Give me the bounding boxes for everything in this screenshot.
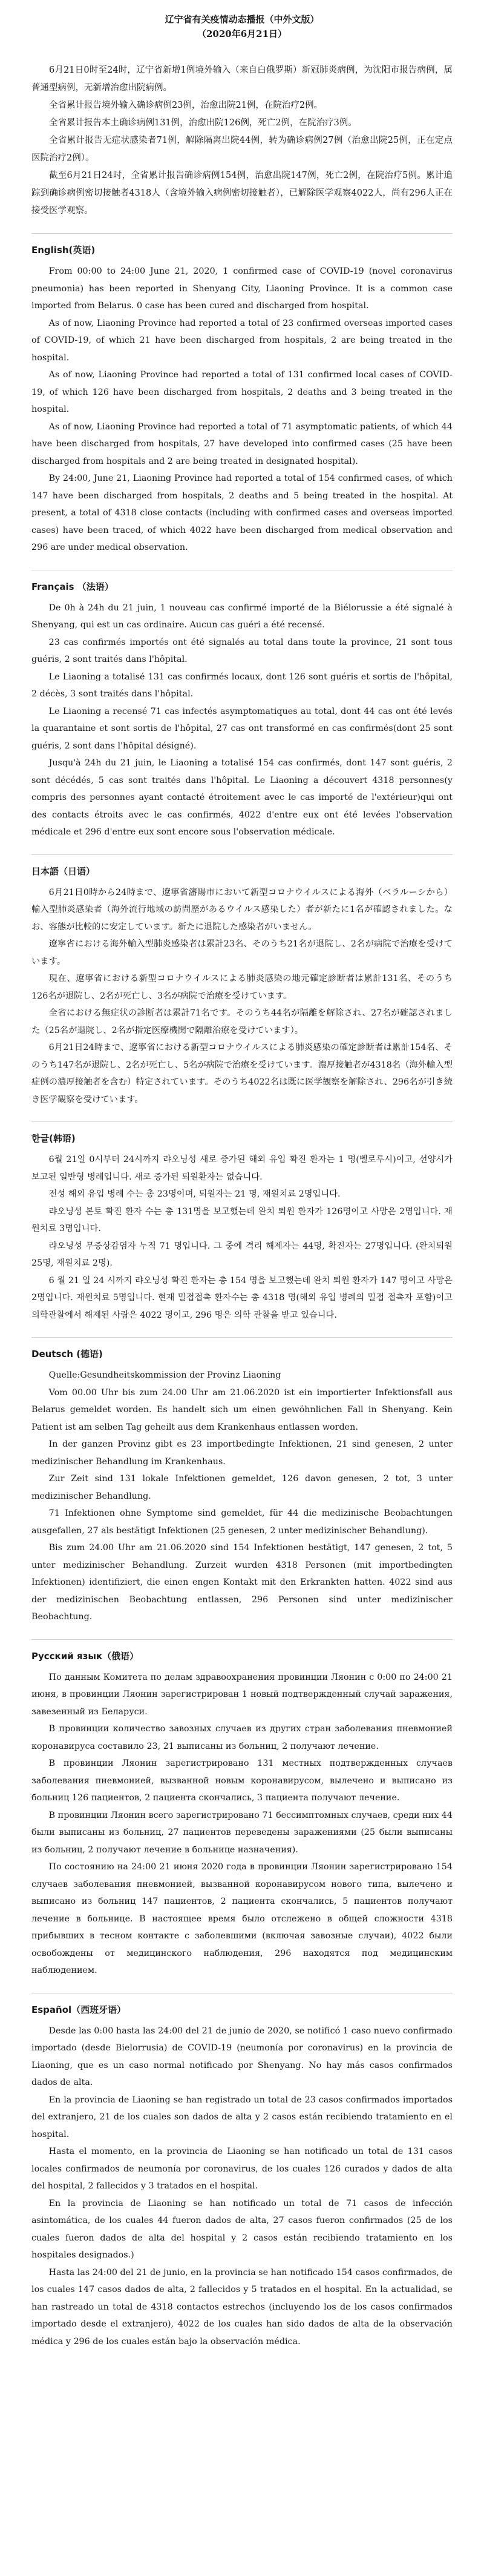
section-paragraph: En la provincia de Liaoning se han notificado un total de 71 casos de infección asintomática, de los cuales 44 fueron dados de alta, 27 casos fueron confirmados (25 de los cuales fueron dados de alta del hospital y 2 casos están recibiendo tratamiento en los hospitales designados.) bbox=[31, 2198, 453, 2260]
section-divider bbox=[31, 1337, 453, 1338]
section-paragraph: Bis zum 24.00 Uhr am 21.06.2020 sind 154 Infektionen bestätigt, 147 genesen, 2 tot, 5 unter medizinischer Behandlung. Zurzeit wurden 4318 Personen (mit importbedingten Infektionen) identifiziert, die einen engen Kontakt mit den Erkrankten hatten. 4022 sind aus der medizinischen Beobachtung entlassen, 296 Personen sind unter medizinischer Beobachtung. bbox=[31, 1543, 453, 1622]
section-paragraph: De 0h à 24h du 21 juin, 1 nouveau cas confirmé importé de la Biélorussie a été signalé à Shenyang, qui est un cas ordinaire. Aucun cas guéri a été recensé. bbox=[31, 603, 453, 630]
section-korean bbox=[31, 1131, 453, 1324]
section-paragraph: Zur Zeit sind 131 lokale Infektionen gemeldet, 126 davon genesen, 2 tot, 3 unter medizinischer Behandlung. bbox=[31, 1474, 453, 1501]
section-paragraph: По данным Комитета по делам здравоохранения провинции Ляонин с 0:00 по 24:00 21 июня, в провинции Ляонин зарегистрирован 1 новый подтвержденный случай заражения, завезенный из Беларуси. bbox=[31, 1672, 453, 1717]
section-paragraph: 6월 21일 0시부터 24시까지 랴오닝성 새로 증가된 해외 유입 확진 환자는 1 명(벨로루시)이고, 선양시가 보고된 일반형 병례입니다. 새로 증가된 퇴원환자는 없습니다. bbox=[31, 1155, 453, 1182]
section-paragraph: Le Liaoning a recensé 71 cas infectés asymptomatiques au total, dont 44 cas ont été levés la quarantaine et sont sortis de l'hôpital, 27 cas ont transformé en cas confirmés(dont 25 sont guéris, 2 sont dans l'hôpital désigné). bbox=[31, 706, 453, 751]
section-paragraph: По состоянию на 24:00 21 июня 2020 года в провинции Ляонин зарегистрировано 154 случаев заболевания пневмонией, вызванной коронавирусом нового типа, вылечено и выписано из больниц 147 пациентов, 2 пациента скончались, 5 пациентов получают лечение в больнице. В настоящее время было отслежено в общей сложности 4318 прибывших в тесном контакте с заболевшими (включая завозные случаи), 4022 были освобождены от медицинского наблюдения, 296 находятся под медицинским наблюдением. bbox=[31, 1862, 453, 1975]
document-date: （2020年6月21日） bbox=[197, 28, 287, 39]
section-paragraph: By 24:00, June 21, Liaoning Province had reported a total of 154 confirmed cases, of which 147 have been discharged from hospitals, 2 deaths and 5 being treated in the hospital. At present, a total of 4318 close contacts (including with confirmed cases and overseas imported cases) have been traced, of which 4022 have been discharged from medical observation and 296 are under medical observation. bbox=[31, 474, 453, 552]
section-paragraph: 전성 해외 유입 병례 수는 총 23명이며, 퇴원자는 21 명, 재원치료 2명입니다. bbox=[48, 1189, 341, 1199]
source-line: Quelle:Gesundheitskommission der Provinz Liaoning bbox=[48, 1370, 281, 1380]
section-paragraph: As of now, Liaoning Province had reported a total of 131 confirmed local cases of COVID-19, of which 126 have been discharged from hospitals, 2 deaths and 3 being treated in the hospital. bbox=[31, 370, 453, 414]
section-paragraph: Hasta las 24:00 del 21 de junio, en la provincia se han notificado 154 casos confirmados, de los cuales 147 casos dados de alta, 2 fallecidos y 5 tratados en el hospital. En la actualidad, se han rastreado un total de 4318 contactos estrechos (incluyendo los de los casos confirmados importado desde el extranjero), 4022 de los cuales han sido dados de alta de la observación médica y 296 de los cuales están bajo la observación médica. bbox=[31, 2267, 453, 2346]
section-heading-japanese: 日本語（日语） bbox=[31, 865, 96, 877]
section-paragraph: 랴오닝성 본토 확진 환자 수는 총 131명을 보고했는데 완치 퇴원 환자가 126명이고 사망은 2명입니다. 재원치료 3명입니다. bbox=[31, 1206, 453, 1234]
section-paragraph: Le Liaoning a totalisé 131 cas confirmés locaux, dont 126 sont guéris et sortis de l'hôpital, 2 décès, 3 sont traités dans l'hôpital. bbox=[31, 672, 453, 699]
section-paragraph: Desde las 0:00 hasta las 24:00 del 21 de junio de 2020, se notificó 1 caso nuevo confirmado importado (desde Bielorrusia) de COVID-19 (neumonía por coronavirus) en la provincia de Liaoning, que es un caso normal notificado por Shenyang. No hay más casos confirmados dados de alta. bbox=[31, 2026, 453, 2087]
section-paragraph: В провинции количество завозных случаев из других стран заболевания пневмонией коронавируса составило 23, 21 выписаны из больниц, 2 получают лечение. bbox=[31, 1724, 453, 1751]
section-paragraph: 23 cas confirmés importés ont été signalés au total dans toute la province, 21 sont tous guéris, 2 sont traités dans l'hôpital. bbox=[31, 637, 453, 664]
section-paragraph: В провинции Ляонин зарегистрировано 131 местных подтвержденных случаев заболевания пневмонией, вызванной новым коронавирусом, вылечено и выписано из больниц 126 пациентов, 2 пациента скончались, 3 пациента получают лечение. bbox=[31, 1759, 453, 1803]
section-german bbox=[31, 1346, 453, 1626]
section-paragraph: From 00:00 to 24:00 June 21, 2020, 1 confirmed case of COVID-19 (novel coronavirus pneumonia) has been reported in Shenyang City, Liaoning Province. It is a common case imported from Belarus. 0 case has been cured and discharged from hospital. bbox=[31, 266, 453, 311]
intro-paragraph: 6月21日0时至24时，辽宁省新增1例境外输入（来自白俄罗斯）新冠肺炎病例，为沈阳市报告病例，属普通型病例，无新增治愈出院病例。 bbox=[31, 65, 453, 93]
section-heading-korean: 한글(韩语) bbox=[31, 1133, 76, 1144]
section-paragraph: 遼寧省における海外輸入型肺炎感染者は累計23名、そのうち21名が退院し、2名が病院で治療を受けています。 bbox=[31, 939, 453, 966]
section-russian bbox=[31, 1648, 453, 1980]
section-paragraph: 6 월 21 일 24 시까지 랴오닝성 확진 환자는 총 154 명을 보고했는데 완치 퇴원 환자가 147 명이고 사망은 2명입니다. 재원치료 5명입니다. 현재 밀접접촉 환자수는 총 4318 명(해외 유입 병례의 밀접 접촉자 포함)이고 의학관찰에서 해제된 사람은 4022 명이고, 296 명은 의학 관찰을 받고 있습니다. bbox=[31, 1275, 453, 1320]
section-paragraph: 6月21日24時まで、遼寧省における新型コロナウイルスによる肺炎感染の確定診断者は累計154名、そのうち147名が退院し、2名が死亡し、5名が病院で治療を受けています。濃厚接触者が4318名（海外輸入型症例の濃厚接触者を含む）特定されています。そのうち4022名は既に医学観察を解除され、296名が引き続き医学観察を受けています。 bbox=[31, 1043, 453, 1105]
section-divider bbox=[31, 1121, 453, 1122]
section-heading-english: English(英语) bbox=[31, 245, 96, 256]
intro-paragraph: 全省累计报告本土确诊病例131例，治愈出院126例，死亡2例，在院治疗3例。 bbox=[49, 118, 357, 128]
section-heading-french: Français （法语） bbox=[31, 581, 114, 592]
section-paragraph: Jusqu'à 24h du 21 juin, le Liaoning a totalisé 154 cas confirmés, dont 147 sont guéris, 2 sont décédés, 5 cas sont traités dans l'hôpital. Le Liaoning a découvert 4318 personnes(y compris des personnes ayant contacté étroitement avec le cas importé de l'extérieur)qui ont des contacts étroits avec le cas confirmés, 4022 d'entre eux ont été levées l'observation médicale et 296 d'entre eux sont encore sous l'observation médicale. bbox=[31, 758, 453, 837]
intro-paragraph: 截至6月21日24时，全省累计报告确诊病例154例，治愈出院147例，死亡2例，在院治疗5例。累计追踪到确诊病例密切接触者4318人（含境外输入病例密切接触者），已解除医学观察4022人，尚有296人正在接受医学观察。 bbox=[31, 171, 453, 216]
intro-paragraph: 全省累计报告境外输入确诊病例23例，治愈出院21例，在院治疗2例。 bbox=[49, 101, 323, 110]
section-paragraph: In der ganzen Provinz gibt es 23 importbedingte Infektionen, 21 sind genesen, 2 unter medizinischer Behandlung im Krankenhaus. bbox=[31, 1439, 453, 1467]
section-heading-russian: Русский язык（俄语） bbox=[31, 1650, 139, 1662]
section-spanish bbox=[31, 2002, 453, 2351]
section-paragraph: As of now, Liaoning Province had reported a total of 71 asymptomatic patients, of which 44 have been discharged from hospitals, 27 have developed into confirmed cases (25 have been discharged from hospitals and 2 are being treated in designated hospital). bbox=[31, 421, 453, 466]
section-paragraph: 現在、遼寧省における新型コロナウイルスによる肺炎感染の地元確定診断者は累計131名、そのうち126名が退院し、2名が死亡し、3名が病院で治療を受けています。 bbox=[31, 974, 453, 1001]
section-japanese bbox=[31, 864, 453, 1109]
section-paragraph: En la provincia de Liaoning se han registrado un total de 23 casos confirmados importados del extranjero, 21 de los cuales son dados de alta y 2 casos están recibiendo tratamiento en el hospital. bbox=[31, 2095, 453, 2139]
section-paragraph: As of now, Liaoning Province had reported a total of 23 confirmed overseas imported cases of COVID-19, of which 21 have been discharged from hospitals, 2 are being treated in the hospital. bbox=[31, 318, 453, 363]
section-divider bbox=[31, 1639, 453, 1640]
intro-paragraph: 全省累计报告无症状感染者71例，解除隔离出院44例，转为确诊病例27例（治愈出院25例，正在定点医院治疗2例）。 bbox=[31, 136, 453, 163]
section-divider bbox=[31, 233, 453, 234]
chinese-summary bbox=[31, 62, 453, 220]
section-paragraph: 全省における無症状の診断者は累計71名です。そのうち44名が隔離を解除され、27名が確認されました（25名が退院し、2名が指定医療機関で隔離治療を受けています）。 bbox=[31, 1008, 453, 1035]
section-heading-german: Deutsch (德语) bbox=[31, 1349, 103, 1359]
section-paragraph: В провинции Ляонин всего зарегистрировано 71 бессимптомных случаев, среди них 44 были выписаны из больниц, 27 пациентов переведены заражениями (25 были выписаны из больниц, 2 получают лечение в больнице назначения). bbox=[31, 1810, 453, 1855]
document-title: 辽宁省有关疫情动态播报（中外文版） bbox=[165, 14, 319, 25]
section-divider bbox=[31, 854, 453, 855]
section-paragraph: 71 Infektionen ohne Symptome sind gemeldet, für 44 die medizinische Beobachtungen ausgefallen, 27 als bestätigt Infektionen (25 genesen, 2 unter medizinischer Behandlung). bbox=[31, 1508, 453, 1536]
section-heading-spanish: Español（西班牙语） bbox=[31, 2004, 126, 2015]
section-paragraph: 6月21日0時から24時まで、遼寧省瀋陽市において新型コロナウイルスによる海外（ベラルーシから）輸入型肺炎感染者（海外流行地域の訪問歴があるウイルス感染した）者が新たに1名が確認されました。なお、容態が比較的に安定しています。新たに退院した感染者がいません。 bbox=[31, 887, 453, 932]
section-paragraph: Vom 00.00 Uhr bis zum 24.00 Uhr am 21.06.2020 ist ein importierter Infektionsfall aus Belarus gemeldet worden. Es handelt sich um einen gewöhnlichen Fall in Shenyang. Kein Patient ist am selben Tag geheilt aus dem Krankenhaus entlassen worden. bbox=[31, 1387, 453, 1432]
section-paragraph: Hasta el momento, en la provincia de Liaoning se han notificado un total de 131 casos locales confirmados de neumonía por coronavirus, de los cuales 126 curados y dados de alta del hospital, 2 fallecidos y 3 tratados en el hospital. bbox=[31, 2147, 453, 2191]
section-paragraph: 랴오닝성 무증상감염자 누적 71 명입니다. 그 중에 격리 해제자는 44명, 확진자는 27명입니다. (완치퇴원 25명, 재원치료 2명). bbox=[31, 1241, 453, 1268]
section-french bbox=[31, 579, 453, 841]
section-english bbox=[31, 242, 453, 556]
